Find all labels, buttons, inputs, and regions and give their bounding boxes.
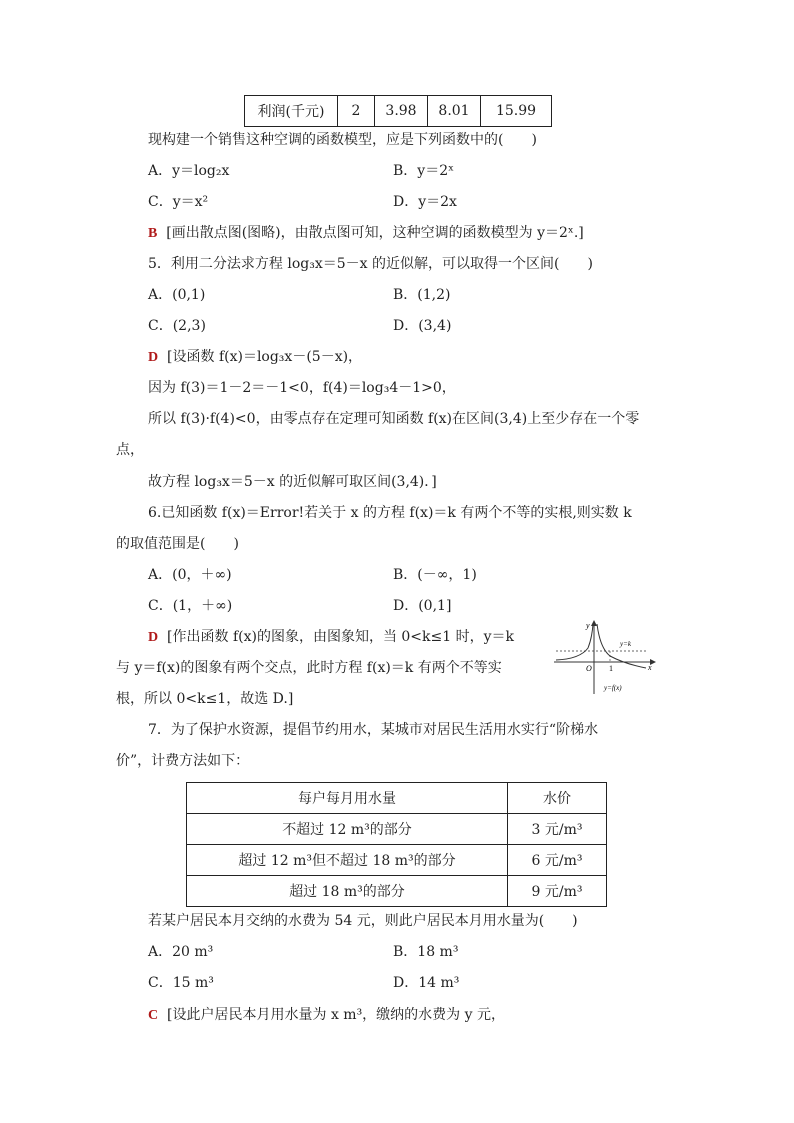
- q6-option-c: C．(1，＋∞): [148, 598, 233, 614]
- q5-solution-line1: [148, 347, 362, 368]
- origin-label: O: [586, 664, 592, 673]
- q4-answer: B: [148, 226, 158, 241]
- x-axis-label: x: [648, 663, 652, 672]
- q4-solution: [148, 223, 584, 244]
- q5-option-d: D．(3,4): [393, 318, 452, 334]
- q6-option-b: B．(－∞，1): [393, 567, 477, 583]
- q6-stem-line1: 6.已知函数 f(x)＝Error!若关于 x 的方程 f(x)＝k 有两个不等的实根,则实数 k: [148, 505, 632, 521]
- profit-label-cell: 利润(千元): [245, 96, 338, 127]
- q7-option-c: C．15 m³: [148, 975, 214, 991]
- q6-stem-line2: 的取值范围是( ): [116, 536, 239, 552]
- profit-value-cell: 15.99: [481, 96, 552, 127]
- q5-solution-text: [设函数 f(x)＝log₃x－(5－x)，: [167, 349, 363, 365]
- q7-solution-line1: [148, 1005, 505, 1026]
- q5-solution-line4: 点，: [116, 442, 144, 458]
- q5-solution-line2: 因为 f(3)＝1－2＝－1<0，f(4)＝log₃4－1>0，: [148, 380, 456, 396]
- profit-value-cell: 2: [338, 96, 375, 127]
- profit-value-cell: 3.98: [375, 96, 428, 127]
- q5-option-b: B．(1,2): [393, 287, 451, 303]
- table-row: [245, 96, 552, 127]
- q7-stem-line2: 价”，计费方法如下：: [116, 753, 250, 769]
- usage-cell: 超过 18 m³的部分: [187, 876, 508, 907]
- q4-option-b: B．y＝2ˣ: [393, 163, 455, 179]
- water-price-table: [186, 782, 607, 907]
- q7-option-b: B．18 m³: [393, 944, 459, 960]
- q7-question: 若某户居民本月交纳的水费为 54 元，则此户居民本月用水量为( ): [148, 913, 578, 929]
- price-cell: 9 元/m³: [508, 876, 607, 907]
- q5-solution-line5: 故方程 log₃x＝5－x 的近似解可取区间(3,4)．]: [148, 474, 437, 490]
- k-line-label: y=k: [620, 640, 631, 648]
- usage-cell: 超过 12 m³但不超过 18 m³的部分: [187, 845, 508, 876]
- q4-option-d: D．y＝2x: [393, 194, 457, 210]
- table-header-usage: 每户每月用水量: [187, 783, 508, 814]
- q4-explanation: [画出散点图(图略)，由散点图可知，这种空调的函数模型为 y＝2ˣ.]: [166, 225, 584, 241]
- q6-answer: D: [148, 630, 159, 645]
- profit-table: [244, 95, 552, 127]
- q5-stem: 5．利用二分法求方程 log₃x＝5－x 的近似解，可以取得一个区间( ): [148, 256, 593, 272]
- price-cell: 3 元/m³: [508, 814, 607, 845]
- y-axis-label: y: [586, 621, 590, 630]
- q6-solution-line3: 根，所以 0<k≤1，故选 D.]: [116, 691, 294, 707]
- q5-option-c: C．(2,3): [148, 318, 206, 334]
- q7-solution-text: [设此户居民本月用水量为 x m³，缴纳的水费为 y 元，: [167, 1007, 505, 1023]
- q5-answer: D: [148, 350, 159, 365]
- table-row: [187, 845, 607, 876]
- table-row: [187, 783, 607, 814]
- q7-answer: C: [148, 1008, 159, 1023]
- q7-option-d: D．14 m³: [393, 975, 460, 991]
- tick-one-label: 1: [609, 664, 613, 673]
- table-row: [187, 814, 607, 845]
- profit-value-cell: 8.01: [428, 96, 481, 127]
- q6-function-graph: [550, 618, 658, 696]
- price-cell: 6 元/m³: [508, 845, 607, 876]
- q5-option-a: A．(0,1): [148, 287, 206, 303]
- q4-stem: 现构建一个销售这种空调的函数模型，应是下列函数中的( ): [148, 132, 537, 148]
- usage-cell: 不超过 12 m³的部分: [187, 814, 508, 845]
- curve-label: y=f(x): [604, 684, 622, 692]
- q6-solution-text: [作出函数 f(x)的图象，由图象知，当 0<k≤1 时，y＝k: [167, 629, 514, 645]
- q6-option-d: D．(0,1]: [393, 598, 452, 614]
- table-header-price: 水价: [508, 783, 607, 814]
- y-axis-arrow-icon: [591, 620, 597, 626]
- table-row: [187, 876, 607, 907]
- q5-solution-line3: 所以 f(3)·f(4)<0，由零点存在定理可知函数 f(x)在区间(3,4)上至少存在一个零: [148, 411, 640, 427]
- q6-option-a: A．(0，＋∞): [148, 567, 232, 583]
- q7-stem-line1: 7．为了保护水资源，提倡节约用水，某城市对居民生活用水实行“阶梯水: [148, 722, 599, 738]
- q4-option-a: A．y＝log₂x: [148, 163, 230, 179]
- q6-solution-line1: [148, 627, 514, 648]
- q7-option-a: A．20 m³: [148, 944, 214, 960]
- q6-solution-line2: 与 y＝f(x)的图象有两个交点，此时方程 f(x)＝k 有两个不等实: [116, 660, 502, 676]
- q4-option-c: C．y＝x²: [148, 194, 209, 210]
